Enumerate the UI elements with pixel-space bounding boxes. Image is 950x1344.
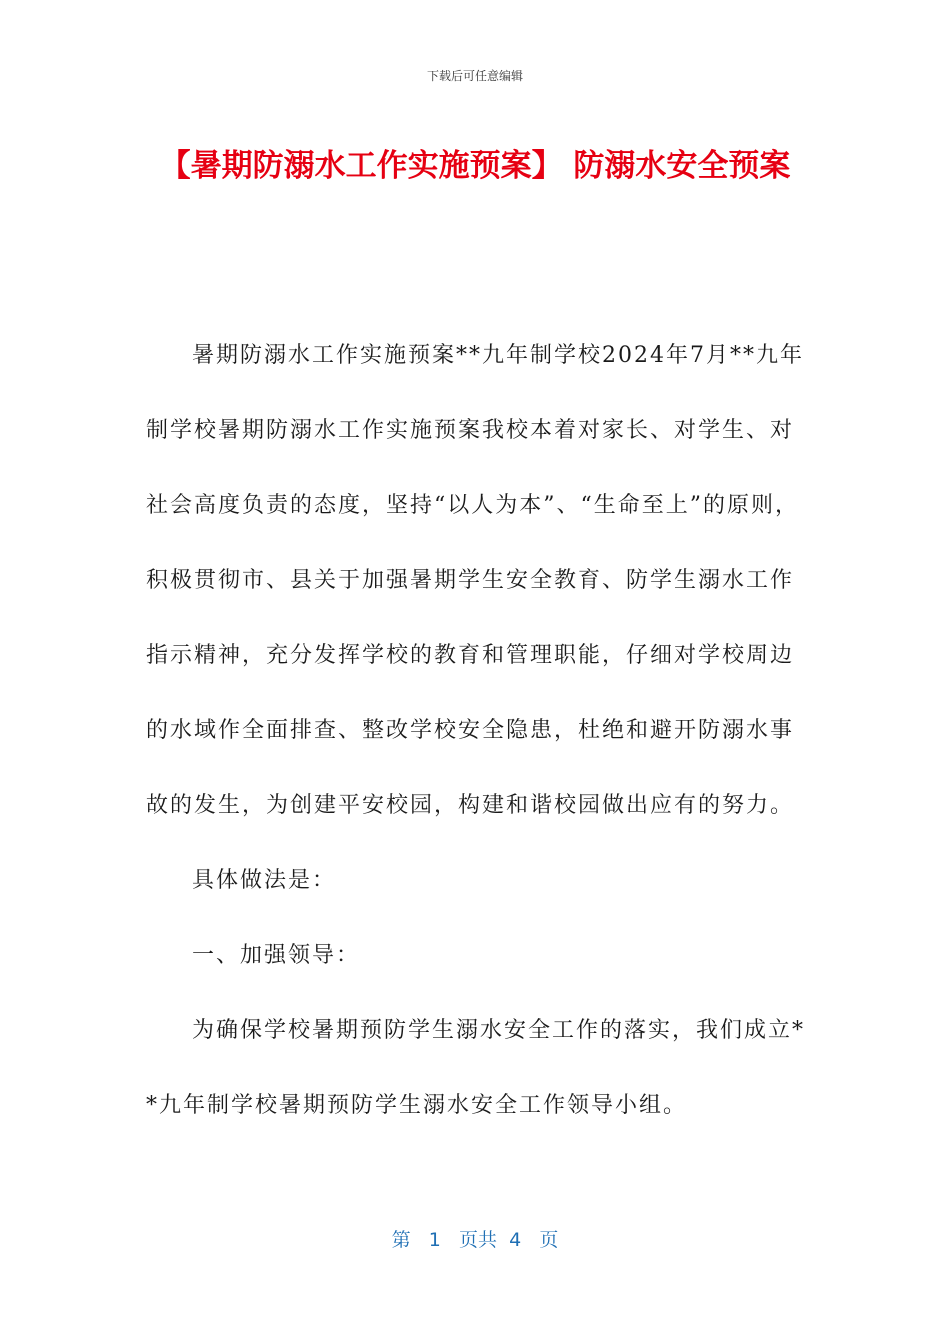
paragraph: 一、加强领导： bbox=[192, 943, 361, 968]
document-title: 【暑期防溺水工作实施预案】 防溺水安全预案 bbox=[159, 148, 791, 184]
paragraph: 为确保学校暑期预防学生溺水安全工作的落实，我们成立**九年制学校暑期预防学生溺水安全工作领导小组。 bbox=[146, 1018, 806, 1118]
footer-current-page: 1 bbox=[428, 1229, 441, 1251]
footer-middle: 页共 bbox=[459, 1229, 498, 1251]
paragraph: 暑期防溺水工作实施预案**九年制学校2024年7月**九年制学校暑期防溺水工作实施预案我校本着对家长、对学生、对社会高度负责的态度，坚持“以人为本”、“生命至上”的原则，积极贯彻市、县关于加强暑期学生安全教育、防学生溺水工作指示精神，充分发挥学校的教育和管理职能，仔细对学校周边的水域作全面排查、整改学校安全隐患，杜绝和避开防溺水事故的发生，为创建平安校园，构建和谐校园做出应有的努力。 bbox=[146, 343, 804, 818]
footer-total-pages: 4 bbox=[509, 1229, 522, 1251]
footer-suffix: 页 bbox=[539, 1229, 559, 1251]
footer-prefix: 第 bbox=[391, 1229, 411, 1251]
page-footer bbox=[0, 1225, 950, 1252]
header-note: 下载后可任意编辑 bbox=[426, 69, 523, 83]
document-body bbox=[146, 318, 806, 1143]
paragraph: 具体做法是： bbox=[192, 868, 337, 893]
